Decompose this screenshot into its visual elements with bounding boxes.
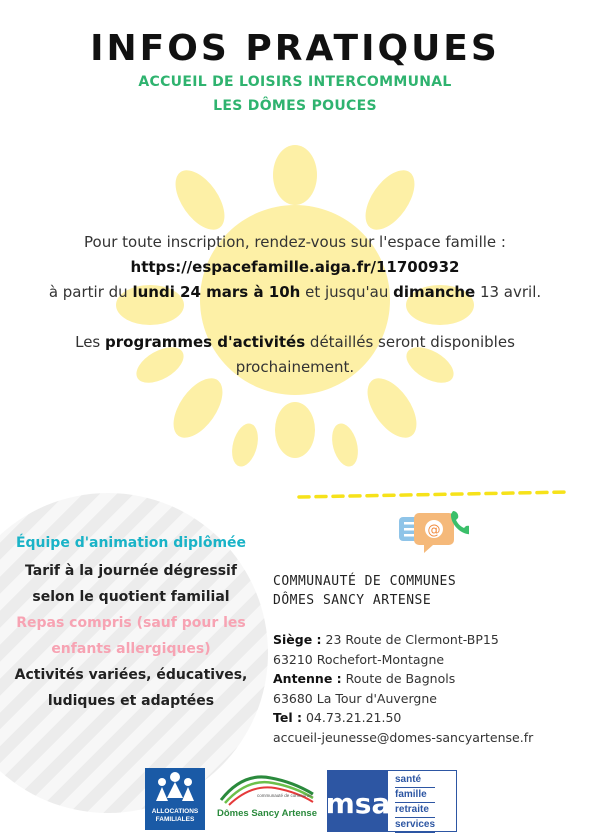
caf-logo-text: ALLOCATIONS FAMILIALES — [151, 808, 199, 823]
feature-activites-line-1: Activités variées, éducatives, — [14, 667, 248, 683]
msa-logo — [327, 770, 457, 832]
feature-repas-line-2: enfants allergiques) — [51, 641, 211, 657]
svg-text:@: @ — [427, 523, 441, 538]
subtitle-line-1: ACCUEIL DE LOISIRS INTERCOMMUNAL — [138, 74, 452, 90]
svg-text:msa: msa — [328, 787, 388, 820]
feature-team: Équipe d'animation diplômée — [15, 535, 247, 551]
programmes-line-1: Les programmes d'activités détaillés seront disponibles — [75, 333, 515, 351]
inscription-block — [40, 230, 550, 305]
page-title: INFOS PRATIQUES — [90, 28, 500, 69]
phone-number[interactable]: Tel : 04.73.21.21.50 — [273, 710, 402, 725]
chat-bubbles-icon — [397, 507, 469, 559]
programmes-block — [40, 330, 550, 380]
dsa-logo-small-text: communauté de communes — [257, 793, 313, 798]
feature-activites-line-2: ludiques et adaptées — [47, 693, 215, 709]
caf-figures-icon — [145, 768, 205, 808]
community-name-line-2: DÔMES SANCY ARTENSE — [273, 593, 432, 608]
community-name — [273, 572, 456, 610]
green-hills-icon — [213, 770, 321, 806]
feature-repas-line-1: Repas compris (sauf pour les — [16, 615, 246, 631]
inscription-url[interactable]: https://espacefamille.aiga.fr/11700932 — [130, 258, 460, 276]
inscription-line-1: Pour toute inscription, rendez-vous sur l'espace famille : — [84, 233, 506, 251]
siege-address: Siège : 23 Route de Clermont-BP15 — [273, 632, 499, 647]
contact-details — [273, 630, 533, 747]
community-name-line-1: COMMUNAUTÉ DE COMMUNES — [273, 574, 457, 589]
feature-tarif-line-2: selon le quotient familial — [32, 589, 230, 605]
dsa-logo-name: Dômes Sancy Artense — [217, 808, 317, 819]
dashed-divider — [297, 488, 572, 502]
email-link[interactable]: accueil-jeunesse@domes-sancyartense.fr — [273, 729, 534, 745]
subtitle-line-2: LES DÔMES POUCES — [213, 98, 377, 114]
inscription-dates: à partir du lundi 24 mars à 10h et jusqu'au dimanche 13 avril. — [48, 283, 542, 301]
msa-mark — [328, 771, 388, 831]
msa-mark-icon — [328, 771, 388, 831]
msa-tagline: santé famille retraite services — [395, 773, 435, 833]
antenne-city: 63680 La Tour d'Auvergne — [273, 690, 437, 706]
caf-logo — [145, 768, 205, 830]
programmes-line-2: prochainement. — [235, 358, 355, 376]
antenne-address: Antenne : Route de Bagnols — [273, 671, 456, 686]
feature-tarif-line-1: Tarif à la journée dégressif — [25, 563, 237, 579]
domes-sancy-artense-logo — [213, 770, 321, 830]
features-list — [0, 530, 262, 714]
siege-city: 63210 Rochefort-Montagne — [273, 651, 445, 667]
sun-illustration-icon — [90, 140, 500, 470]
